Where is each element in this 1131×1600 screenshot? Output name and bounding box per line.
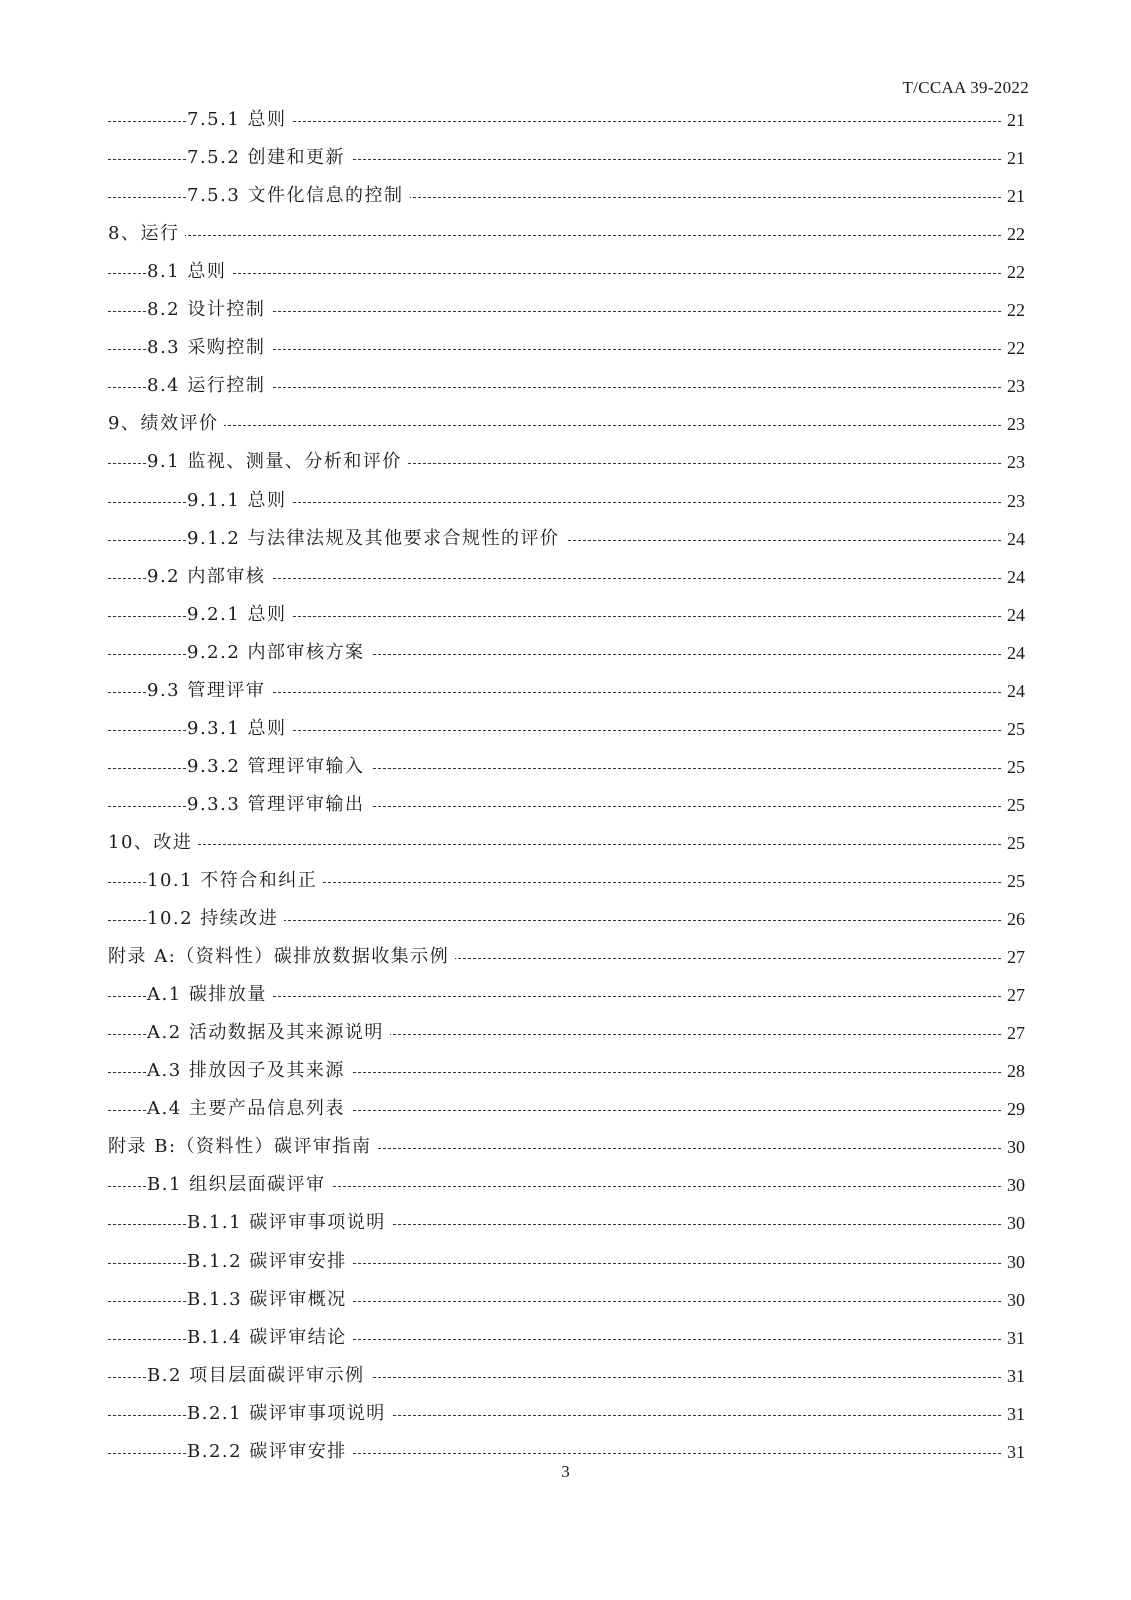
toc-entry-page: 25 — [1001, 794, 1025, 816]
toc-entry-page: 30 — [1001, 1136, 1025, 1158]
toc-entry-title: 8、运行 — [108, 223, 185, 245]
toc-entry-page: 23 — [1001, 490, 1025, 512]
toc-entry[interactable] — [0, 710, 1131, 748]
toc-entry[interactable] — [0, 1357, 1131, 1395]
toc-entry[interactable] — [0, 139, 1131, 177]
toc-entry[interactable] — [0, 1166, 1131, 1204]
toc-entry-page: 23 — [1001, 375, 1025, 397]
toc-entry[interactable] — [0, 558, 1131, 596]
toc-entry-page: 25 — [1001, 870, 1025, 892]
toc-entry-page: 31 — [1001, 1441, 1025, 1463]
toc-entry-title: 10.1 不符合和纠正 — [147, 870, 323, 892]
toc-entry[interactable] — [0, 1090, 1131, 1128]
toc-entry-title: 9.2 内部审核 — [147, 566, 271, 588]
toc-entry[interactable] — [0, 1014, 1131, 1052]
toc-entry[interactable] — [0, 900, 1131, 938]
toc-entry-page: 31 — [1001, 1365, 1025, 1387]
toc-entry[interactable] — [0, 938, 1131, 976]
toc-entry-title: 10.2 持续改进 — [147, 908, 284, 930]
toc-entry-page: 24 — [1001, 528, 1025, 550]
toc-entry-title: B.2 项目层面碳评审示例 — [147, 1365, 371, 1387]
toc-entry-title: 附录 B:（资料性）碳评审指南 — [108, 1136, 378, 1158]
dot-leader — [108, 844, 1001, 845]
toc-entry[interactable] — [0, 824, 1131, 862]
toc-entry[interactable] — [0, 101, 1131, 139]
toc-entry-page: 24 — [1001, 604, 1025, 626]
toc-entry[interactable] — [0, 177, 1131, 215]
toc-entry-page: 25 — [1001, 718, 1025, 740]
toc-entry[interactable] — [0, 329, 1131, 367]
toc-entry-page: 29 — [1001, 1098, 1025, 1120]
toc-entry-title: 9.1 监视、测量、分析和评价 — [147, 451, 408, 473]
toc-entry-title: 8.3 采购控制 — [147, 337, 271, 359]
page-number: 3 — [561, 1462, 570, 1481]
toc-entry-title: A.1 碳排放量 — [147, 984, 273, 1006]
document-code: T/CCAA 39-2022 — [902, 78, 1029, 97]
toc-entry-title: 9.3 管理评审 — [147, 680, 271, 702]
toc-entry-page: 27 — [1001, 946, 1025, 968]
toc-entry-page: 25 — [1001, 756, 1025, 778]
toc-entry[interactable] — [0, 482, 1131, 520]
toc-entry-page: 23 — [1001, 451, 1025, 473]
toc-entry-page: 27 — [1001, 1022, 1025, 1044]
toc-entry-title: 9.1.1 总则 — [187, 490, 293, 512]
toc-entry-title: 10、改进 — [108, 832, 198, 854]
toc-entry-title: 9.2.2 内部审核方案 — [187, 642, 371, 664]
toc-entry-title: 7.5.2 创建和更新 — [187, 147, 351, 169]
toc-entry-title: 9.2.1 总则 — [187, 604, 293, 626]
toc-entry-title: B.1.4 碳评审结论 — [187, 1327, 353, 1349]
toc-entry-title: 附录 A:（资料性）碳排放数据收集示例 — [108, 946, 455, 968]
toc-entry-page: 31 — [1001, 1327, 1025, 1349]
toc-entry-page: 30 — [1001, 1174, 1025, 1196]
toc-entry-page: 21 — [1001, 147, 1025, 169]
toc-entry[interactable] — [0, 1052, 1131, 1090]
toc-entry-page: 26 — [1001, 908, 1025, 930]
toc-entry[interactable] — [0, 748, 1131, 786]
dot-leader — [108, 235, 1001, 236]
toc-entry-page: 22 — [1001, 337, 1025, 359]
toc-entry-title: 8.4 运行控制 — [147, 375, 271, 397]
toc-entry[interactable] — [0, 862, 1131, 900]
toc-entry[interactable] — [0, 291, 1131, 329]
toc-entry[interactable] — [0, 1281, 1131, 1319]
toc-entry-page: 30 — [1001, 1251, 1025, 1273]
toc-entry-title: A.4 主要产品信息列表 — [147, 1098, 351, 1120]
toc-entry[interactable] — [0, 1319, 1131, 1357]
toc-entry-title: 9.3.1 总则 — [187, 718, 293, 740]
dot-leader — [108, 273, 1001, 274]
toc-entry-page: 25 — [1001, 832, 1025, 854]
toc-entry[interactable] — [0, 976, 1131, 1014]
toc-entry-page: 27 — [1001, 984, 1025, 1006]
toc-entry-page: 22 — [1001, 299, 1025, 321]
toc-entry-page: 22 — [1001, 223, 1025, 245]
toc-entry[interactable] — [0, 520, 1131, 558]
toc-entry-page: 28 — [1001, 1060, 1025, 1082]
toc-entry[interactable] — [0, 786, 1131, 824]
toc-entry-page: 23 — [1001, 413, 1025, 435]
toc-entry-page: 21 — [1001, 185, 1025, 207]
toc-entry[interactable] — [0, 1204, 1131, 1242]
toc-entry-page: 31 — [1001, 1403, 1025, 1425]
toc-entry-page: 22 — [1001, 261, 1025, 283]
toc-entry-title: 7.5.1 总则 — [187, 109, 293, 131]
toc-entry-title: B.1.3 碳评审概况 — [187, 1289, 353, 1311]
toc-entry[interactable] — [0, 215, 1131, 253]
toc-entry-title: B.2.2 碳评审安排 — [187, 1441, 353, 1463]
toc-entry-title: 9、绩效评价 — [108, 413, 224, 435]
toc-entry-page: 30 — [1001, 1212, 1025, 1234]
toc-entry-page: 24 — [1001, 566, 1025, 588]
toc-entry-title: 7.5.3 文件化信息的控制 — [187, 185, 410, 207]
toc-entry-title: 9.1.2 与法律法规及其他要求合规性的评价 — [187, 528, 566, 550]
toc-entry-page: 24 — [1001, 680, 1025, 702]
toc-entry-page: 21 — [1001, 109, 1025, 131]
toc-entry-title: 9.3.2 管理评审输入 — [187, 756, 371, 778]
toc-entry[interactable] — [0, 596, 1131, 634]
toc-entry[interactable] — [0, 634, 1131, 672]
toc-entry[interactable] — [0, 1128, 1131, 1166]
toc-entry-title: B.1.1 碳评审事项说明 — [187, 1212, 392, 1234]
toc-entry-title: 8.1 总则 — [147, 261, 232, 283]
toc-entry-title: A.2 活动数据及其来源说明 — [147, 1022, 390, 1044]
toc-entry-title: B.1 组织层面碳评审 — [147, 1174, 332, 1196]
toc-entry-page: 30 — [1001, 1289, 1025, 1311]
dot-leader — [108, 425, 1001, 426]
toc-entry-page: 24 — [1001, 642, 1025, 664]
toc-entry[interactable] — [0, 405, 1131, 443]
toc-entry[interactable] — [0, 367, 1131, 405]
toc-entry[interactable] — [0, 253, 1131, 291]
toc-entry[interactable] — [0, 1395, 1131, 1433]
toc-entry[interactable] — [0, 1243, 1131, 1281]
toc-entry-title: A.3 排放因子及其来源 — [147, 1060, 351, 1082]
toc-entry[interactable] — [0, 672, 1131, 710]
toc-entry-title: 9.3.3 管理评审输出 — [187, 794, 371, 816]
toc-entry-title: 8.2 设计控制 — [147, 299, 271, 321]
toc-entry[interactable] — [0, 443, 1131, 481]
toc-entry-title: B.2.1 碳评审事项说明 — [187, 1403, 392, 1425]
toc-entry-title: B.1.2 碳评审安排 — [187, 1251, 353, 1273]
